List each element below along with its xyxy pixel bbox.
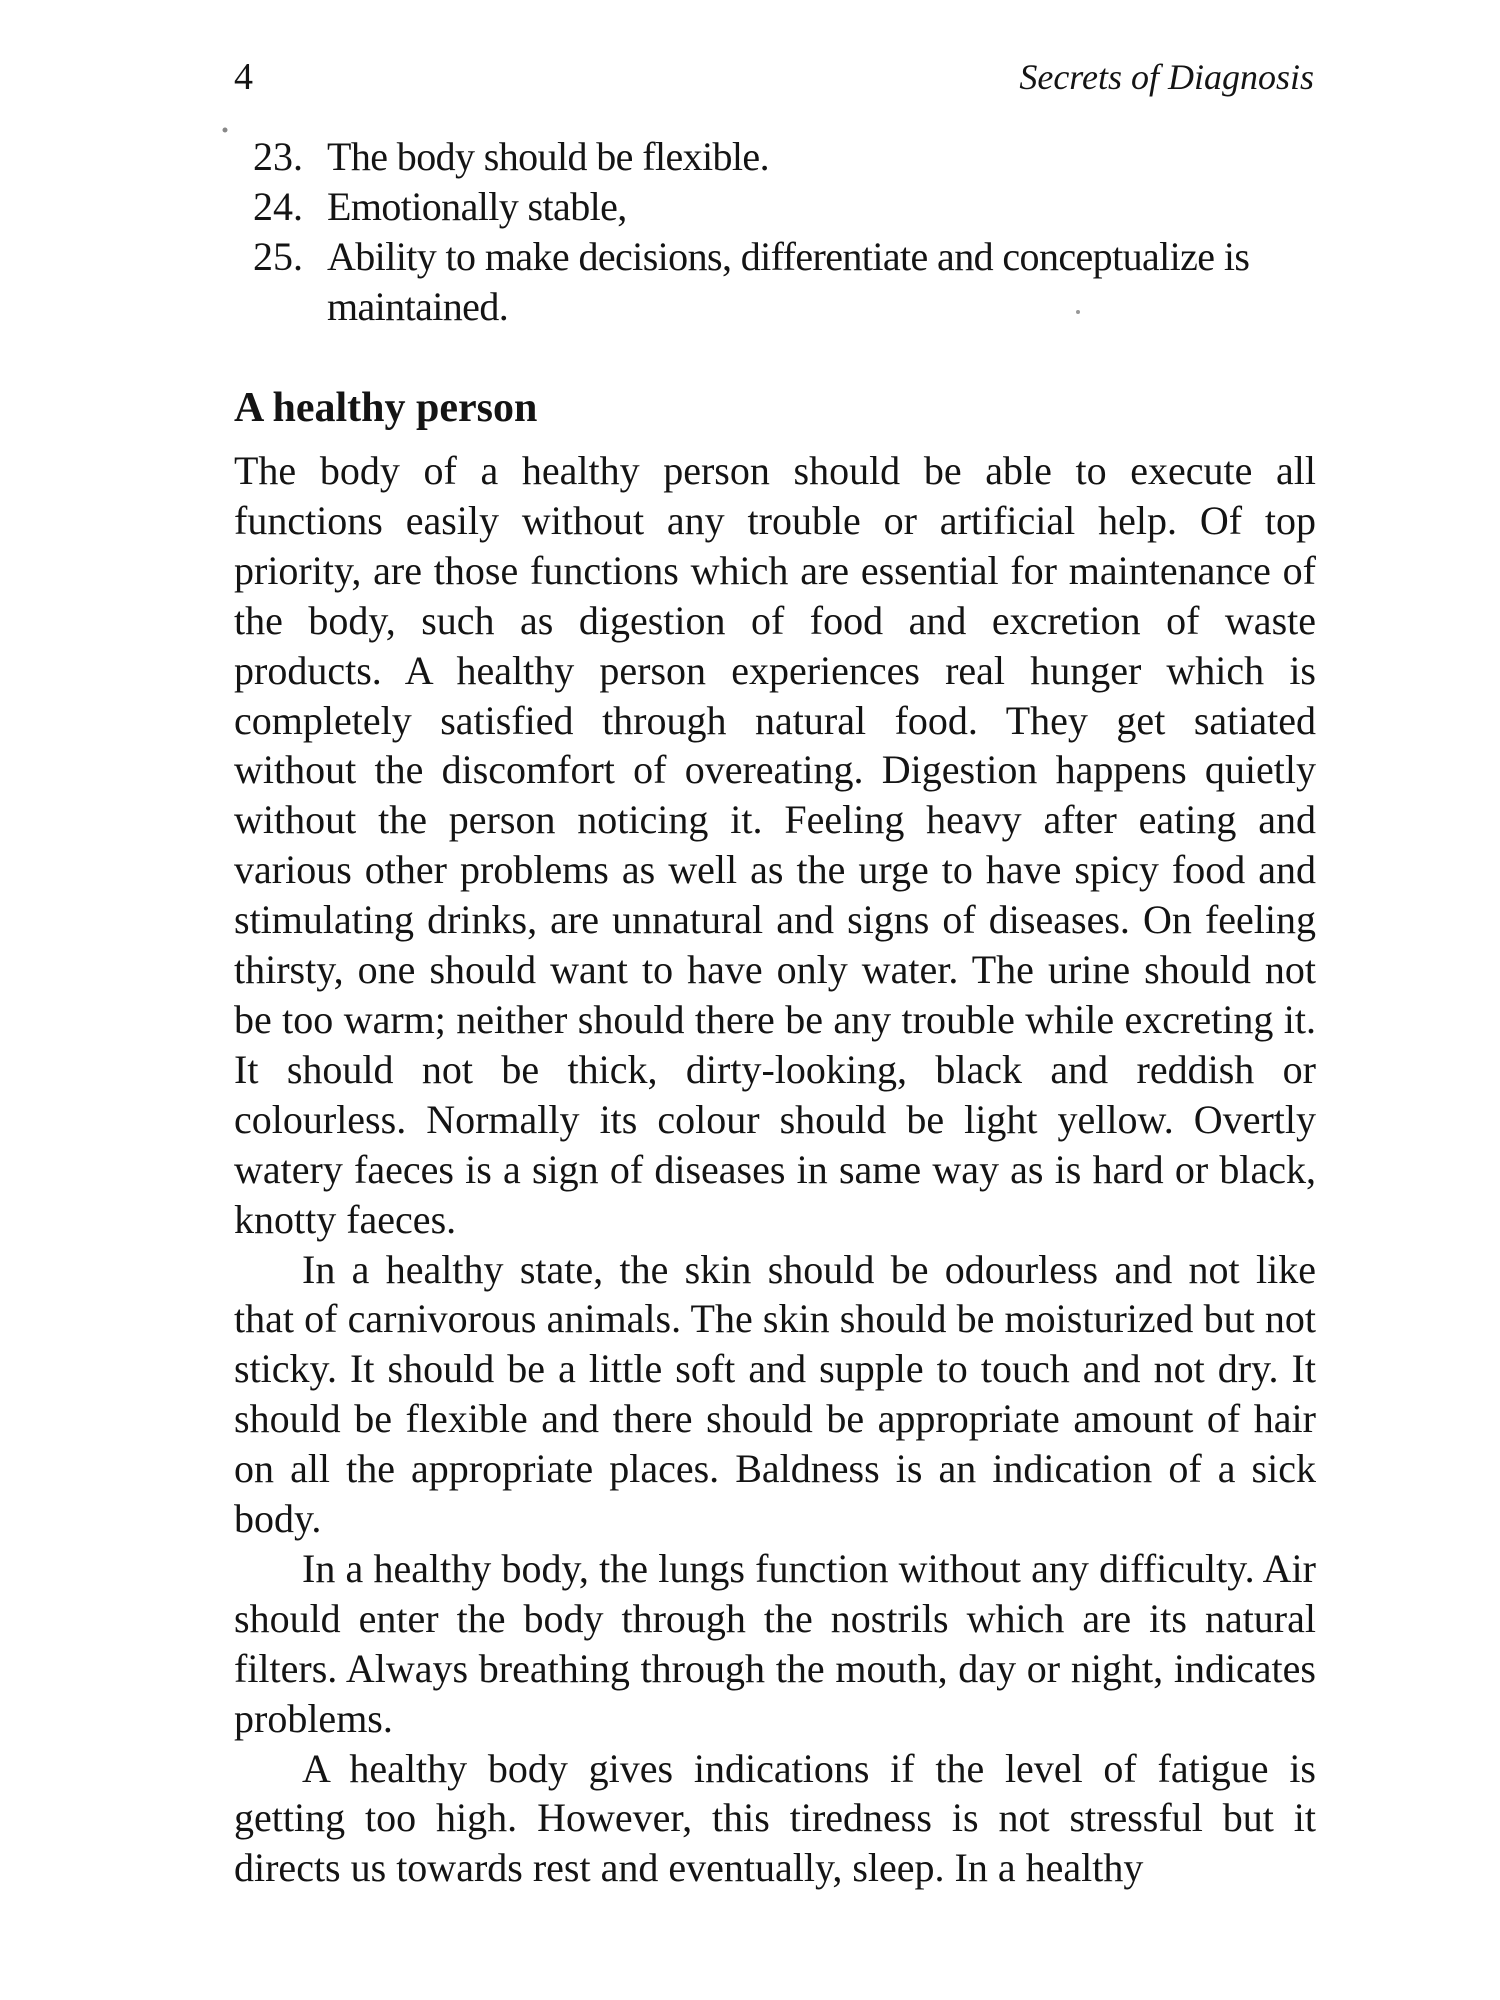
list-item-text: The body should be flexible. <box>327 134 769 179</box>
section-heading: A healthy person <box>234 385 538 431</box>
paragraph: The body of a healthy person should be able to execute all functions easily without any trouble or artificial help. Of top priority, are those functions which are essential for maintenance of the body, such as digestion of food and excretion of waste products. A healthy person experiences real hunger which is completely satisfied through natural food. They get satiated without the discomfort of overeating. Digestion happens quietly without the person noticing it. Feeling heavy after eating and various other problems as well as the urge to have spicy food and stimulating drinks, are unnatural and signs of diseases. On feeling thirsty, one should want to have only water. The urine should not be too warm; neither should there be any trouble while excreting it. It should not be thick, dirty-looking, black and reddish or colourless. Normally its colour should be light yellow. Overtly watery faeces is a sign of diseases in same way as is hard or black, knotty faeces. <box>234 448 1316 1242</box>
list-item-number: 25. <box>253 234 303 279</box>
scan-speck <box>223 128 228 133</box>
list-item-text: Ability to make decisions, differentiate and conceptualize is maintained. <box>327 234 1250 329</box>
list-item-text: Emotionally stable, <box>327 184 627 229</box>
paragraph: In a healthy state, the skin should be odourless and not like that of carnivorous animals. The skin should be moisturized but not sticky. It should be a little soft and supple to touch and not dry. It should be flexible and there should be appropriate amount of hair on all the appropriate places. Baldness is an indication of a sick body. <box>234 1246 1316 1542</box>
page-number: 4 <box>234 56 253 98</box>
running-title: Secrets of Diagnosis <box>1019 57 1314 97</box>
scan-speck <box>1076 310 1080 314</box>
paragraph: A healthy body gives indications if the level of fatigue is getting too high. However, this tiredness is not stressful but it directs us towards rest and eventually, sleep. In a healthy <box>234 1745 1316 1891</box>
list-item-number: 23. <box>253 134 303 179</box>
list-item-number: 24. <box>253 184 303 229</box>
paragraph: In a healthy body, the lungs function without any difficulty. Air should enter the body through the nostrils which are its natural filters. Always breathing through the mouth, day or night, indicates problems. <box>234 1545 1316 1741</box>
